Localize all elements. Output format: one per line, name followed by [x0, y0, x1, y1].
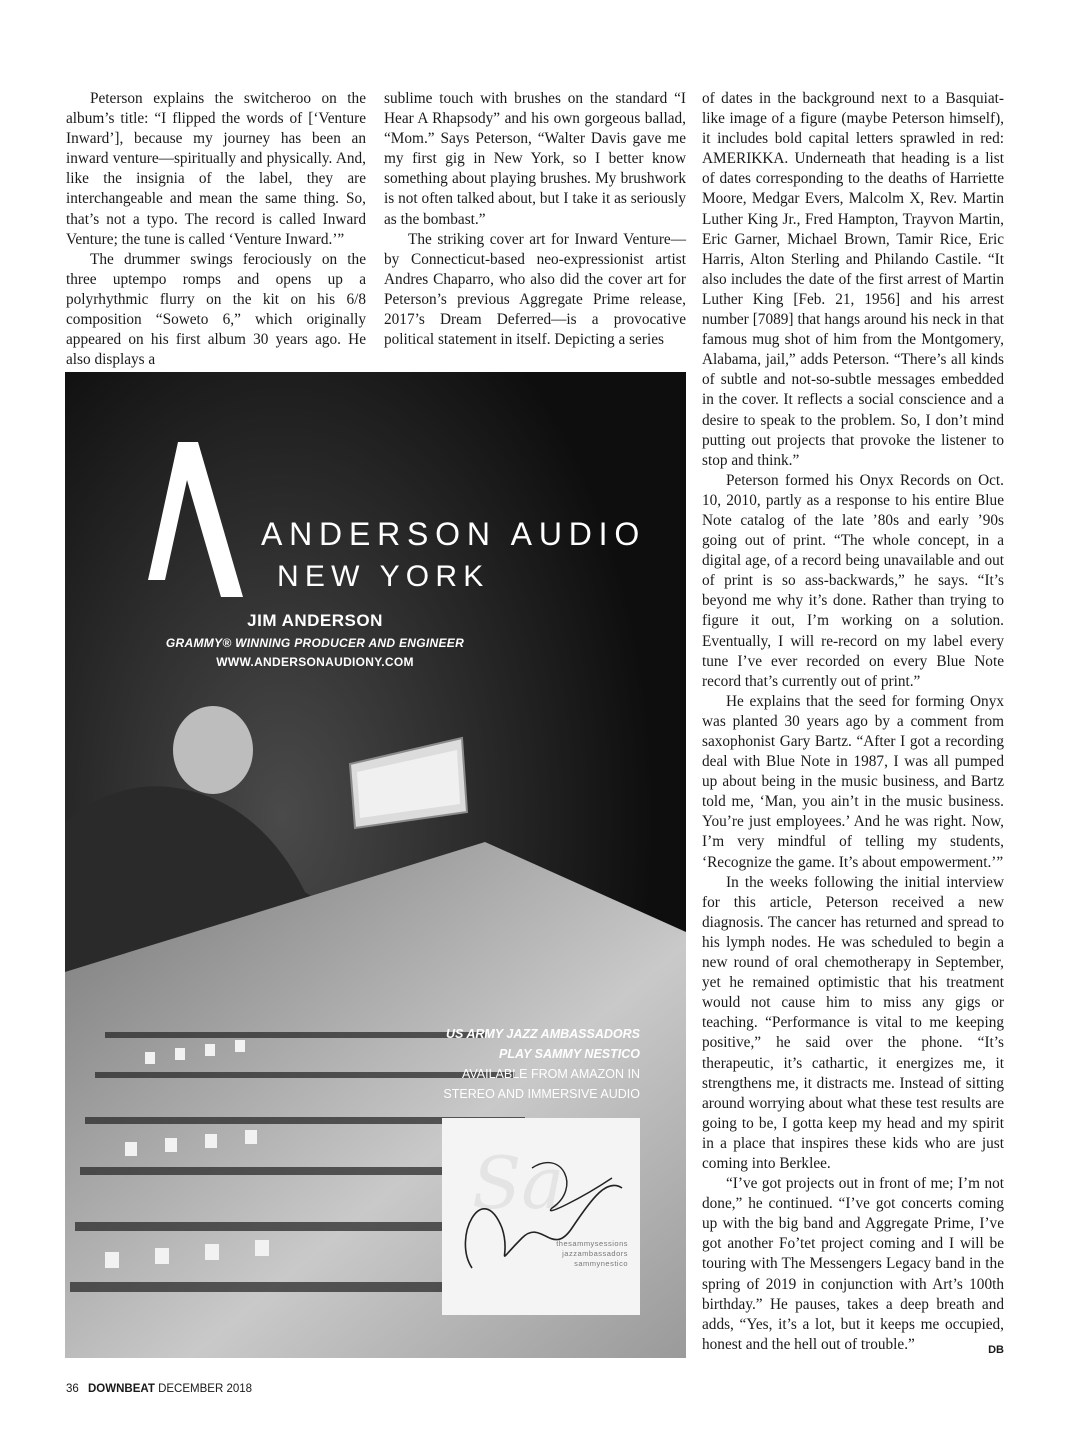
article-column-3	[702, 89, 1004, 1360]
website-link[interactable]: WWW.ANDERSONAUDIONY.COM	[216, 655, 414, 669]
article-column-2	[384, 89, 686, 350]
brand-name: ANDERSON AUDIO	[261, 516, 647, 552]
paragraph: The striking cover art for Inward Venture—by Connecticut-based neo-expressionist artist Andres Chaparro, who also did the cover art for Peterson’s previous Aggregate Prime release, 2017’s Dream Deferred—is a provocative political statement in itself. Depicting a series	[384, 230, 686, 349]
article-column-1	[66, 89, 366, 370]
promo-line: AVAILABLE FROM AMAZON IN	[461, 1067, 640, 1081]
paragraph: He explains that the seed for forming Onyx was planted 30 years ago by a comment from saxophonist Gary Bartz. “After I got a recording deal with Blue Note in 1987, I was all pumped up about being in the music business, and Bartz told me, ‘Man, you ain’t in the music business. You’re just employees.’ And he was right. Now, I’m very mindful of telling my students, ‘Recognize the game. It’s about empowerment.’”	[702, 692, 1004, 871]
paragraph: The drummer swings ferociously on the three uptempo romps and opens up a polyrhythmic flurry on the kit on his 6/8 composition “Soweto 6,” which originally appeared on his first album 30 years ago. He also displays a	[66, 250, 366, 369]
paragraph-text: “I’ve got projects out in front of me; I’m not done,” he continued. “I’ve got concerts coming up with the big band and Aggregate Prime, I’ve got another Fo’tet project coming and I will be touring with The Messengers Legacy band in the spring of 2019 in conjunction with Art’s 100th birthday.” He pauses, takes a deep breath and adds, “Yes, it’s a lot, but it keeps me occupied, honest and the hell out of trouble.”	[702, 1175, 1004, 1353]
promo-line: STEREO AND IMMERSIVE AUDIO	[443, 1087, 640, 1101]
svg-text:Sa: Sa	[472, 1141, 565, 1225]
magazine-name: DOWNBEAT	[88, 1383, 155, 1395]
album-cover	[442, 1118, 640, 1315]
album-title-line: sammynestico	[574, 1259, 628, 1268]
paragraph: Peterson formed his Onyx Records on Oct. 10, 2010, partly as a response to his entire Blue Note catalog of the late ’80s and early ’90s going out of print. “The whole concept, in a digital age, of a record being unavailable and out of print is so ass-backwards,” he says. “It’s beyond me why it’s done. Rather than trying to figure it out, I’m working on a solution. Eventually, I will re-record on my label every tune I’ve ever recorded on every Blue Note record that’s currently out of print.”	[702, 471, 1004, 690]
page-footer	[66, 1383, 252, 1395]
producer-name: JIM ANDERSON	[247, 611, 383, 630]
paragraph: Peterson explains the switcheroo on the album’s title: “I flipped the words of [‘Venture Inward’], because my journey has been an inward venture—spiritually and physically. And, like the insignia of the label, they are interchangeable and mean the same thing. So, that’s not a typo. The record is called Inward Venture; the tune is called ‘Venture Inward.’”	[66, 90, 366, 248]
signoff-mark: DB	[988, 1343, 1004, 1356]
paragraph: sublime touch with brushes on the standard “I Hear A Rhapsody” and his own gorgeous ballad, “Mom.” Says Peterson, “Walter Davis gave me my first gig in New York, so I better know something about playing brushes. My brushwork is not often talked about, but I take it as seriously as the bombast.”	[384, 90, 686, 228]
album-title-line: jazzambassadors	[562, 1249, 628, 1258]
signature-icon	[442, 1118, 640, 1315]
album-title-line: thesammysessions	[556, 1239, 628, 1248]
paragraph	[702, 1174, 1004, 1355]
anderson-audio-logo	[143, 442, 243, 597]
brand-location: NEW YORK	[277, 560, 490, 593]
producer-role: GRAMMY® WINNING PRODUCER AND ENGINEER	[165, 636, 465, 650]
issue-date: DECEMBER 2018	[158, 1383, 253, 1395]
paragraph: of dates in the background next to a Basquiat-like image of a figure (maybe Peterson himself), it includes bold capital letters sprawled in red: AMERIKKA. Underneath that heading is a list of dates corresponding to the deaths of Harriette Moore, Medgar Evers, Malcolm X, Rev. Martin Luther King Jr., Fred Hampton, Trayvon Martin, Eric Garner, Michael Brown, Tamir Rice, Eric Harris, Alton Sterling and Philando Castile. “It also includes the date of the first arrest of Martin Luther King [Feb. 21, 1956] and his arrest number [7089] that hangs around his neck in that famous mug shot of him from the Montgomery, Alabama, jail,” adds Peterson. “There’s all kinds of subtle and not-so-subtle messages embedded in the cover. It reflects a social conscience and a desire to speak to the problem. So, I don’t mind putting out projects that provoke the listener to stop and think.”	[702, 90, 1004, 469]
paragraph: In the weeks following the initial interview for this article, Peterson received a new diagnosis. The cancer has returned and spread to his lymph nodes. He was scheduled to begin a new round of oral chemotherapy in September, yet he remained optimistic that his treatment would not cause him to miss any gigs or teaching. “Performance is vital to me keeping positive,” he said over the phone. “It’s therapeutic, it’s cathartic, it energizes me, it strengthens me, it distracts me. Instead of sitting around worrying about what these test results are going to be, I gotta keep my head and my spirit in a place that inspires these kids who are just coming into Berklee.	[702, 873, 1004, 1172]
advertisement	[65, 372, 686, 1358]
promo-line: PLAY SAMMY NESTICO	[499, 1047, 640, 1061]
promo-line: US ARMY JAZZ AMBASSADORS	[446, 1027, 640, 1041]
page-number: 36	[66, 1383, 79, 1395]
